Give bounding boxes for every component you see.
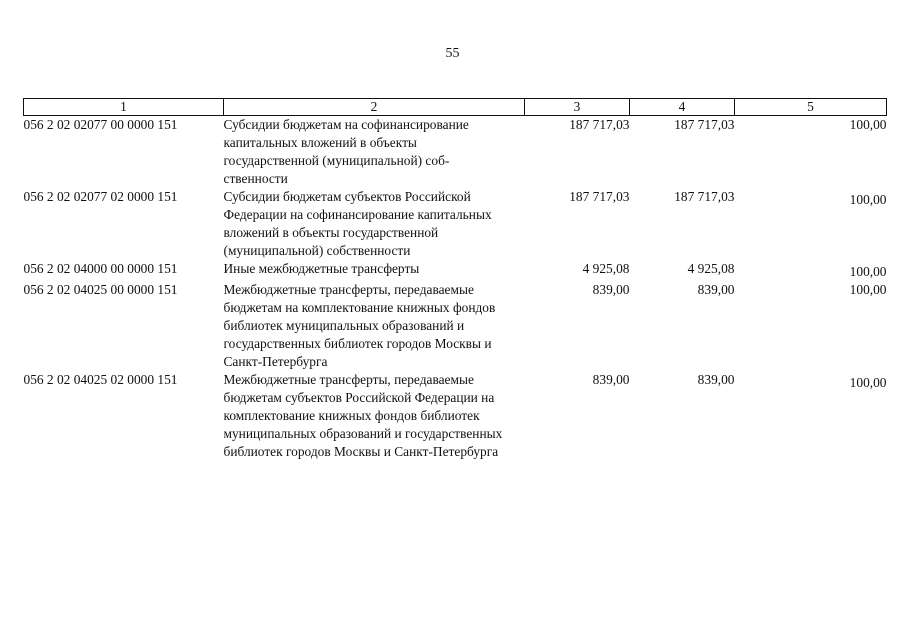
row-description [224,260,525,281]
value-col5: 100,00 [849,117,887,132]
description-line: капитальных вложений в объекты [223,135,417,150]
table-row [24,116,887,189]
description-line: библиотек муниципальных образований и [223,318,465,333]
value-col3: 4 925,08 [582,261,630,276]
budget-code: 056 2 02 02077 00 0000 151 [23,117,178,132]
value-col3: 839,00 [592,282,630,297]
table-row [24,260,887,281]
description-line: комплектование книжных фондов библиотек [223,408,480,423]
percent-value: 100,00 [849,264,887,279]
table-row [24,188,887,260]
description-line: Межбюджетные трансферты, передаваемые [223,282,474,297]
description-line: библиотек городов Москвы и Санкт-Петербурга [223,444,499,459]
value-col4: 187 717,03 [674,117,735,132]
percent-value: 100,00 [849,375,887,390]
column-header-4: 4 [630,99,735,116]
column-header-3: 3 [525,99,630,116]
value-col5 [735,371,887,461]
description-line: государственной (муниципальной) соб- [223,153,450,168]
value-col4: 187 717,03 [674,189,735,204]
description-line: государственных библиотек городов Москвы и [223,336,492,351]
description-line: (муниципальной) собственности [223,243,411,258]
value-col5 [735,260,887,281]
description-line: Иные межбюджетные трансферты [223,261,420,276]
table-row [24,281,887,371]
header-row [24,99,887,116]
description-line: муниципальных образований и государственных [223,426,503,441]
column-header-1: 1 [24,99,224,116]
column-header-2: 2 [224,99,525,116]
value-col4: 839,00 [697,282,735,297]
budget-code: 056 2 02 04000 00 0000 151 [23,261,178,276]
budget-code: 056 2 02 04025 00 0000 151 [23,282,178,297]
page-number: 55 [445,46,460,61]
row-description [224,281,525,371]
value-col5 [735,188,887,260]
column-header-5: 5 [735,99,887,116]
description-line: Субсидии бюджетам на софинансирование [223,117,469,132]
description-line: бюджетам субъектов Российской Федерации на [223,390,495,405]
value-col3: 839,00 [592,372,630,387]
budget-table [23,98,887,461]
value-col3: 187 717,03 [569,189,630,204]
description-line: Субсидии бюджетам субъектов Российской [223,189,471,204]
budget-code: 056 2 02 04025 02 0000 151 [23,372,178,387]
budget-code: 056 2 02 02077 02 0000 151 [23,189,178,204]
value-col5: 100,00 [849,282,887,297]
description-line: вложений в объекты государственной [223,225,439,240]
value-col4: 4 925,08 [687,261,735,276]
percent-value: 100,00 [849,192,887,207]
table-row [24,371,887,461]
row-description [224,188,525,260]
description-line: бюджетам на комплектование книжных фондов [223,300,496,315]
description-line: Федерации на софинансирование капитальных [223,207,492,222]
row-description [224,116,525,189]
description-line: Санкт-Петербурга [223,354,328,369]
description-line: ственности [223,171,288,186]
description-line: Межбюджетные трансферты, передаваемые [223,372,474,387]
value-col4: 839,00 [697,372,735,387]
value-col3: 187 717,03 [569,117,630,132]
row-description [224,371,525,461]
